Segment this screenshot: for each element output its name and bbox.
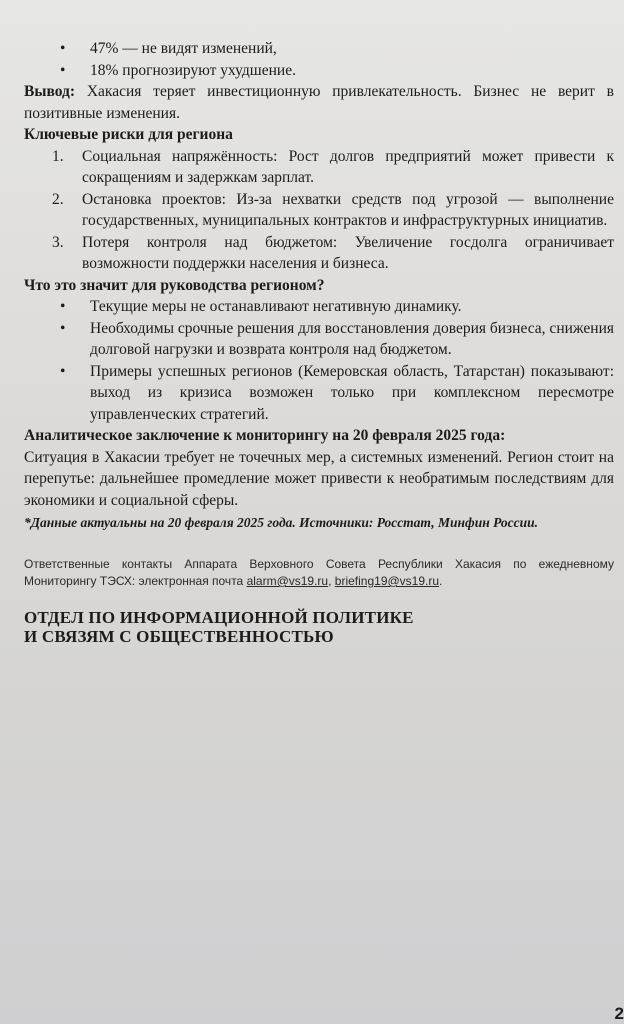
contacts-separator: , [328, 574, 335, 588]
contacts-end: . [439, 574, 443, 588]
summary-heading: Аналитическое заключение к мониторингу на 20 февраля 2025 года: [24, 427, 506, 444]
email-link-briefing[interactable]: briefing19@vs19.ru [334, 574, 440, 588]
risks-list [24, 146, 614, 275]
contacts-text: Ответственные контакты Аппарата Верховного Совета Республики Хакасия по ежедневному Мониторингу ТЭСХ: электронная почта [24, 557, 614, 588]
list-item-text: Потеря контроля над бюджетом: Увеличение госдолга ограничивает возможности поддержки населения и бизнеса. [82, 233, 614, 272]
department-title-line: ОТДЕЛ ПО ИНФОРМАЦИОННОЙ ПОЛИТИКЕ [24, 608, 414, 627]
conclusion-label: Вывод: [24, 83, 76, 100]
list-item: • Примеры успешных регионов (Кемеровская область, Татарстан) показывают: выход из кризиса возможен только при комплексном пересмотре управленческих стратегий. [60, 361, 614, 426]
sources-note: *Данные актуальны на 20 февраля 2025 года. Источники: Росстат, Минфин России. [24, 515, 538, 530]
list-item [52, 189, 614, 232]
list-item: • 47% — не видят изменений, [60, 38, 614, 60]
conclusion-text: Хакасия теряет инвестиционную привлекательность. Бизнес не верит в позитивные изменения. [24, 83, 614, 122]
list-item: • Текущие меры не останавливают негативную динамику. [60, 296, 614, 318]
list-item: • Необходимы срочные решения для восстановления доверия бизнеса, снижения долговой нагрузки и возврата контроля над бюджетом. [60, 318, 614, 361]
meaning-bullet-list [24, 296, 614, 425]
list-item-text: Остановка проектов: Из-за нехватки средств под угрозой — выполнение государственных, муниципальных контрактов и инфраструктурных инициатив. [82, 190, 614, 229]
department-title [24, 608, 614, 646]
page-number: 2 [614, 1004, 624, 1023]
stats-bullet-list [24, 38, 614, 81]
list-item: • 18% прогнозируют ухудшение. [60, 60, 614, 82]
conclusion-paragraph [24, 81, 614, 124]
contacts-paragraph [24, 556, 614, 590]
summary-text: Ситуация в Хакасии требует не точечных мер, а системных изменений. Регион стоит на перепутье: дальнейшее промедление может привести к необратимым последствиям для экономики и социальной сферы. [24, 448, 614, 509]
list-item-number: 3. [52, 233, 64, 251]
email-link-alarm[interactable]: alarm@vs19.ru [246, 574, 329, 588]
list-item [52, 146, 614, 189]
risks-heading: Ключевые риски для региона [24, 126, 233, 143]
meaning-heading: Что это значит для руководства регионом? [24, 276, 325, 294]
list-item-text: Социальная напряжённость: Рост долгов предприятий может привести к сокращениям и задержкам зарплат. [82, 147, 614, 186]
department-title-line: И СВЯЗЯМ С ОБЩЕСТВЕННОСТЬЮ [24, 627, 334, 646]
list-item-number: 1. [52, 147, 64, 165]
list-item-number: 2. [52, 190, 64, 208]
list-item [52, 232, 614, 275]
